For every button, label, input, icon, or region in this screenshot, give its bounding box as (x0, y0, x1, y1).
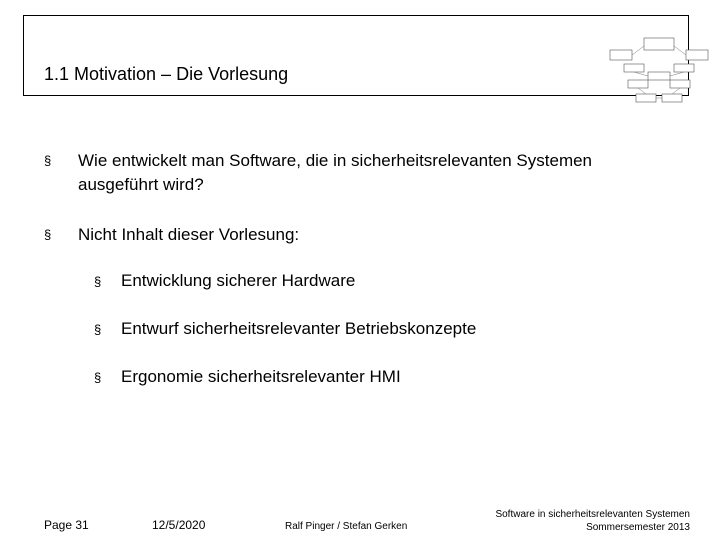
slide-title: 1.1 Motivation – Die Vorlesung (44, 64, 289, 84)
subbullet-text: Ergonomie sicherheitsrelevanter HMI (121, 367, 401, 386)
authors: Ralf Pinger / Stefan Gerken (285, 521, 408, 532)
bullet-marker: § (44, 227, 52, 242)
subbullet-marker: § (94, 370, 102, 385)
bullet-text: Wie entwickelt man Software, die in sicherheitsrelevanten Systemen (78, 151, 593, 170)
bullet-marker: § (44, 153, 52, 168)
title-box (23, 15, 689, 96)
date: 12/5/2020 (152, 518, 206, 532)
page-number: Page 31 (44, 518, 89, 532)
semester: Sommersemester 2013 (586, 522, 690, 533)
subbullet-text: Entwurf sicherheitsrelevanter Betriebskonzepte (121, 319, 477, 338)
subbullet-text: Entwicklung sicherer Hardware (121, 271, 356, 290)
subbullet-marker: § (94, 322, 102, 337)
bullet-text: Nicht Inhalt dieser Vorlesung: (78, 225, 300, 244)
subbullet-marker: § (94, 274, 102, 289)
course-title: Software in sicherheitsrelevanten Systemen (495, 509, 690, 520)
bullet-text: ausgeführt wird? (78, 175, 204, 194)
process-diagram-thumbnail (608, 36, 711, 108)
